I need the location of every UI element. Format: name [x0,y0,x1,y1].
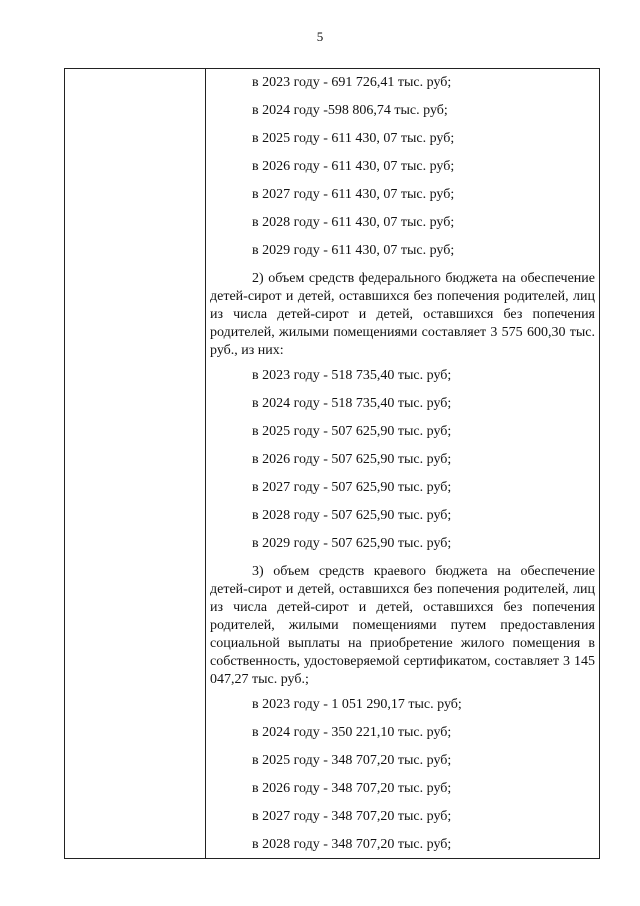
funding-line: в 2024 году - 350 221,10 тыс. руб; [252,725,452,740]
funding-line: в 2027 году - 348 707,20 тыс. руб; [252,809,452,824]
funding-line: в 2026 году - 507 625,90 тыс. руб; [252,452,452,467]
funding-line: в 2028 году - 507 625,90 тыс. руб; [252,508,452,523]
paragraph-text: 3) объем средств краевого бюджета на обеспечение детей-сирот и детей, оставшихся без попечения родителей, лиц из числа детей-сирот и детей, оставшихся без попечения родителей, жилыми помещениями путем предоставления социальной выплаты на приобретение жилого помещения в собственность, удостоверяемой сертификатом, составляет 3 145 047,27 тыс. руб.; [210,564,595,687]
funding-line: в 2027 году - 507 625,90 тыс. руб; [252,480,452,495]
paragraph-federal-budget [210,270,595,360]
funding-line: в 2023 году - 691 726,41 тыс. руб; [252,75,452,90]
table-content-cell [207,69,599,858]
funding-line: в 2024 году - 518 735,40 тыс. руб; [252,396,452,411]
funding-line: в 2029 году - 611 430, 07 тыс. руб; [252,243,455,258]
page-number: 5 [316,29,324,44]
funding-line: в 2028 году - 348 707,20 тыс. руб; [252,837,452,852]
funding-line: в 2025 году - 507 625,90 тыс. руб; [252,424,452,439]
paragraph-regional-budget [210,563,595,689]
funding-line: в 2029 году - 507 625,90 тыс. руб; [252,536,452,551]
column-divider [205,69,206,858]
table-frame [64,68,600,859]
funding-line: в 2023 году - 518 735,40 тыс. руб; [252,368,452,383]
funding-line: в 2023 году - 1 051 290,17 тыс. руб; [252,697,462,712]
funding-line: в 2024 году -598 806,74 тыс. руб; [252,103,448,118]
paragraph-text: 2) объем средств федерального бюджета на обеспечение детей-сирот и детей, оставшихся без попечения родителей, лиц из числа детей-сирот и детей, оставшихся без попечения родителей, жилыми помещениями составляет 3 575 600,30 тыс. руб., из них: [210,271,595,358]
funding-line: в 2026 году - 611 430, 07 тыс. руб; [252,159,455,174]
funding-line: в 2028 году - 611 430, 07 тыс. руб; [252,215,455,230]
funding-line: в 2027 году - 611 430, 07 тыс. руб; [252,187,455,202]
funding-line: в 2025 году - 348 707,20 тыс. руб; [252,753,452,768]
funding-line: в 2026 году - 348 707,20 тыс. руб; [252,781,452,796]
funding-line: в 2025 году - 611 430, 07 тыс. руб; [252,131,455,146]
